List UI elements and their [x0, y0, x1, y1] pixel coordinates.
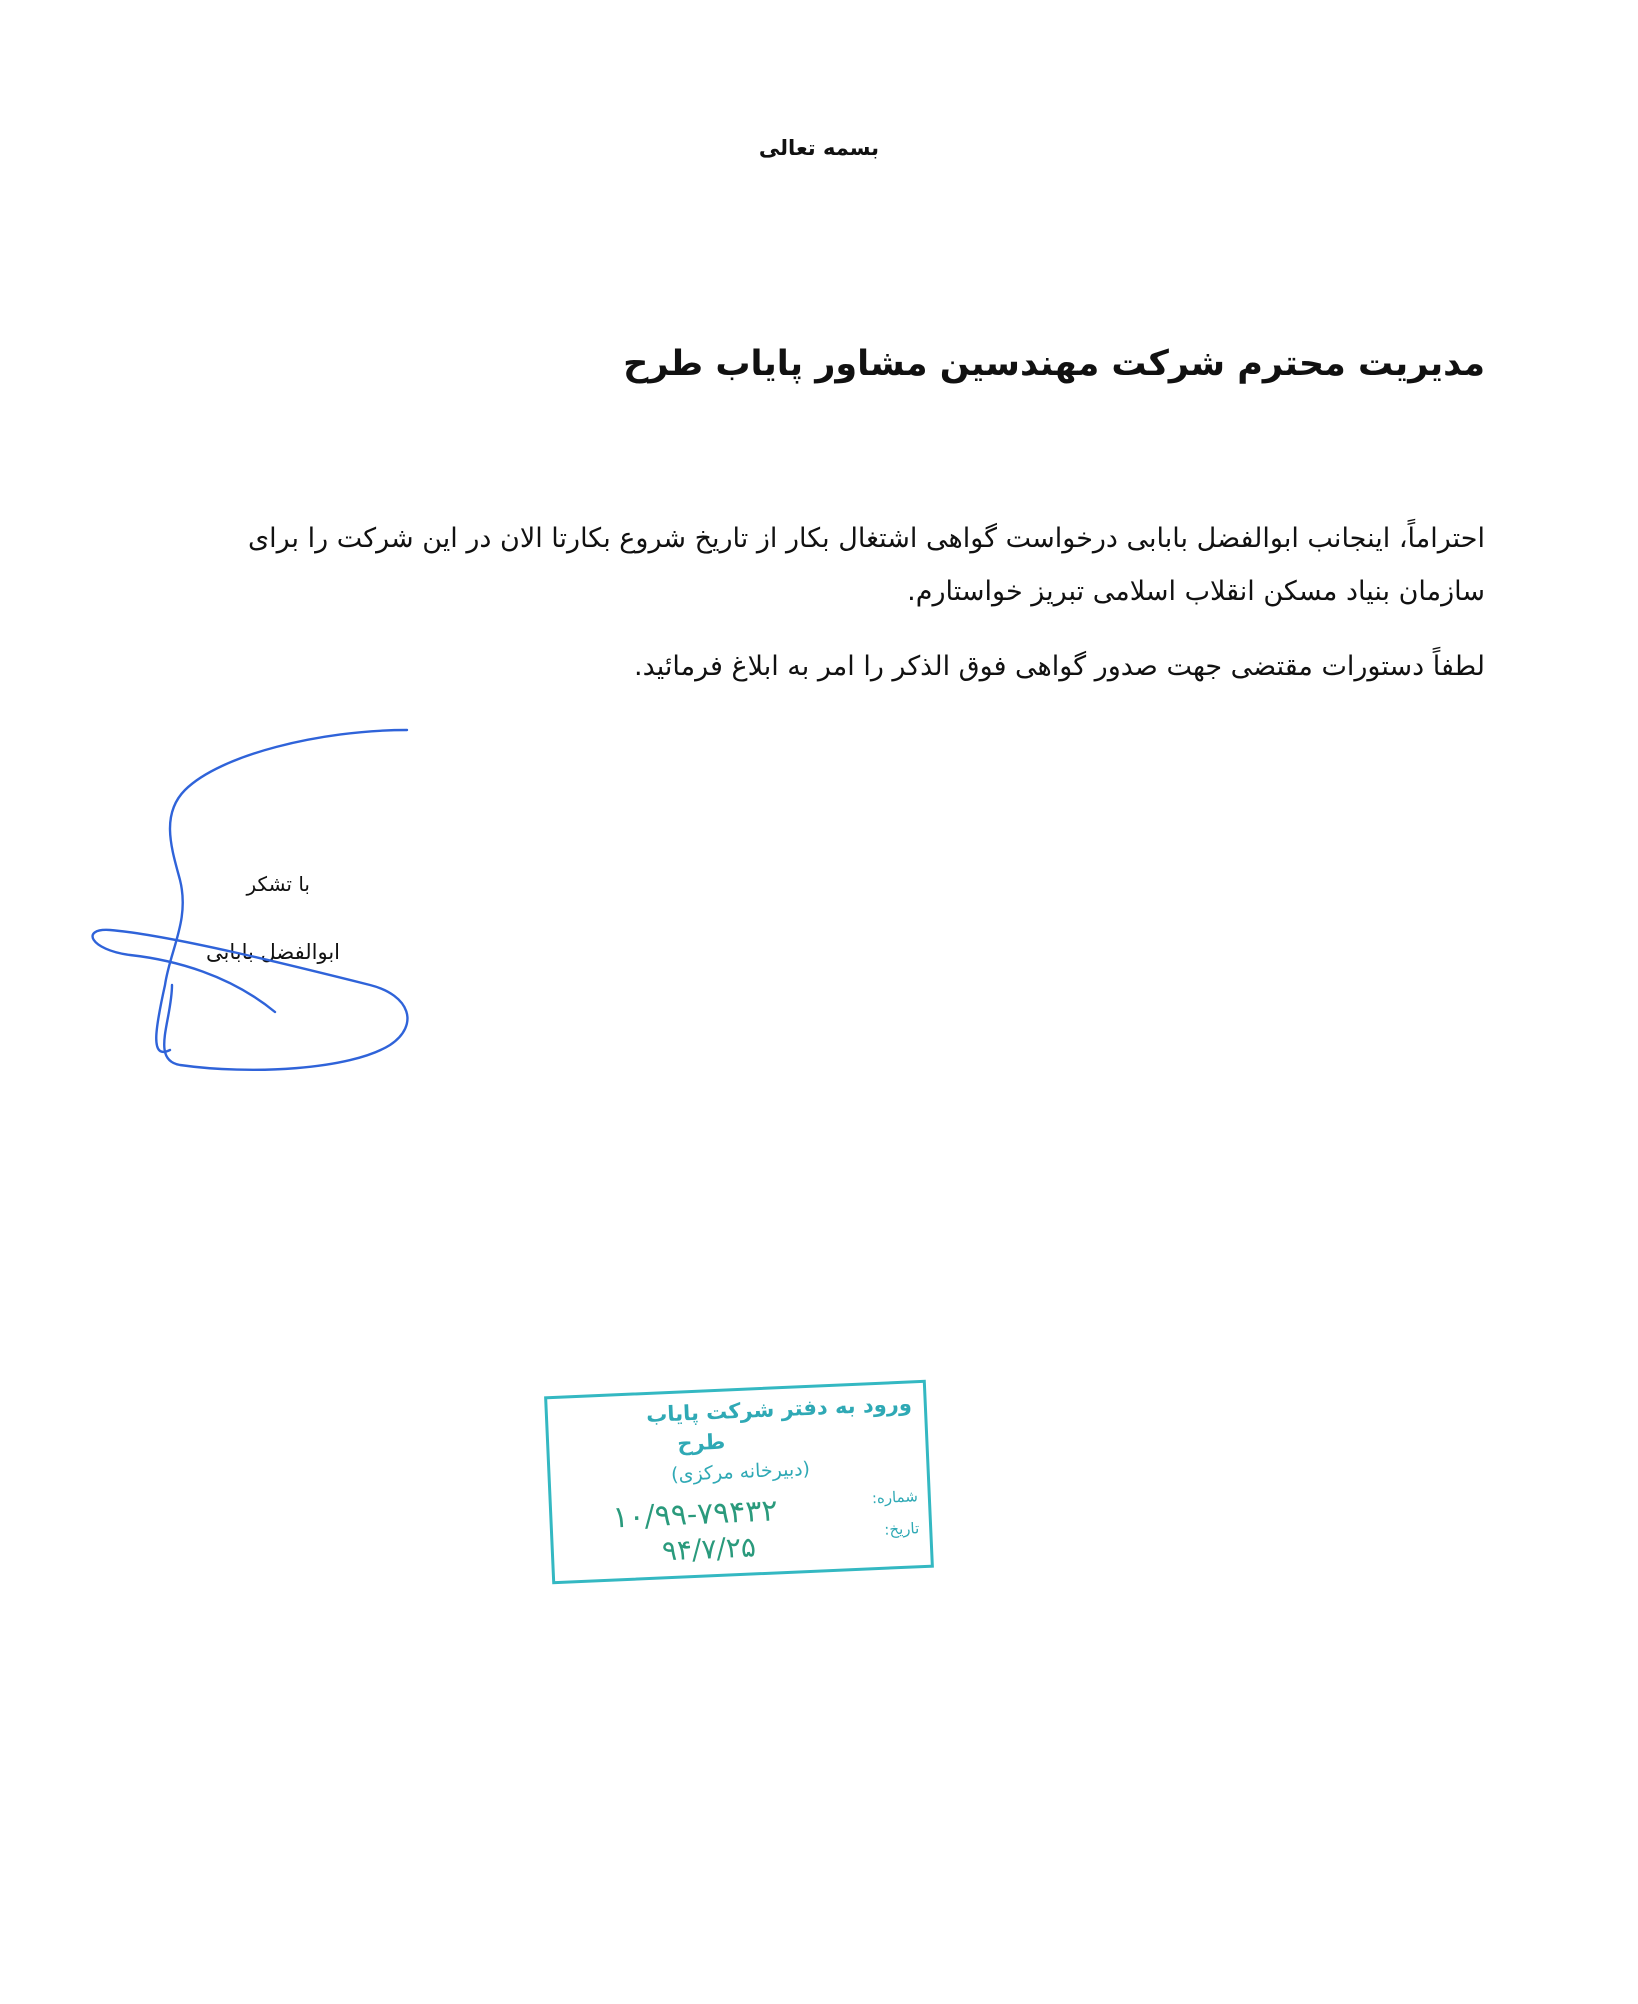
stamp-title-continued: طرح — [676, 1429, 726, 1456]
addressee-line: مدیریت محترم شرکت مهندسین مشاور پایاب طرح — [623, 344, 1485, 384]
stamp-date-value: ۹۴/۷/۲۵ — [661, 1530, 757, 1568]
stamp-title: ورود به دفتر شرکت پایاب — [645, 1391, 913, 1427]
office-entry-stamp — [544, 1380, 934, 1584]
instruction-line: لطفاً دستورات مقتضی جهت صدور گواهی فوق الذکر را امر به ابلاغ فرمائید. — [633, 651, 1485, 682]
stamp-subtitle: (دبیرخانه مرکزی) — [670, 1457, 811, 1486]
request-paragraph: احتراماً، اینجانب ابوالفضل بابابی درخواست گواهی اشتغال بکار از تاریخ شروع بکارتا الان در این شرکت را برای سازمان بنیاد مسکن انقلاب اسلامی تبریز خواستارم. — [247, 523, 1485, 607]
basmala-heading: بسمه تعالی — [758, 136, 880, 160]
closing-thanks: با تشکر — [246, 872, 310, 896]
stamp-number-value: ۱۰/۹۹-۷۹۴۳۲ — [611, 1493, 779, 1536]
stamp-date-label: تاریخ: — [883, 1519, 920, 1539]
stamp-number-label: شماره: — [871, 1487, 919, 1508]
signer-name: ابوالفضل بابابی — [205, 940, 340, 964]
